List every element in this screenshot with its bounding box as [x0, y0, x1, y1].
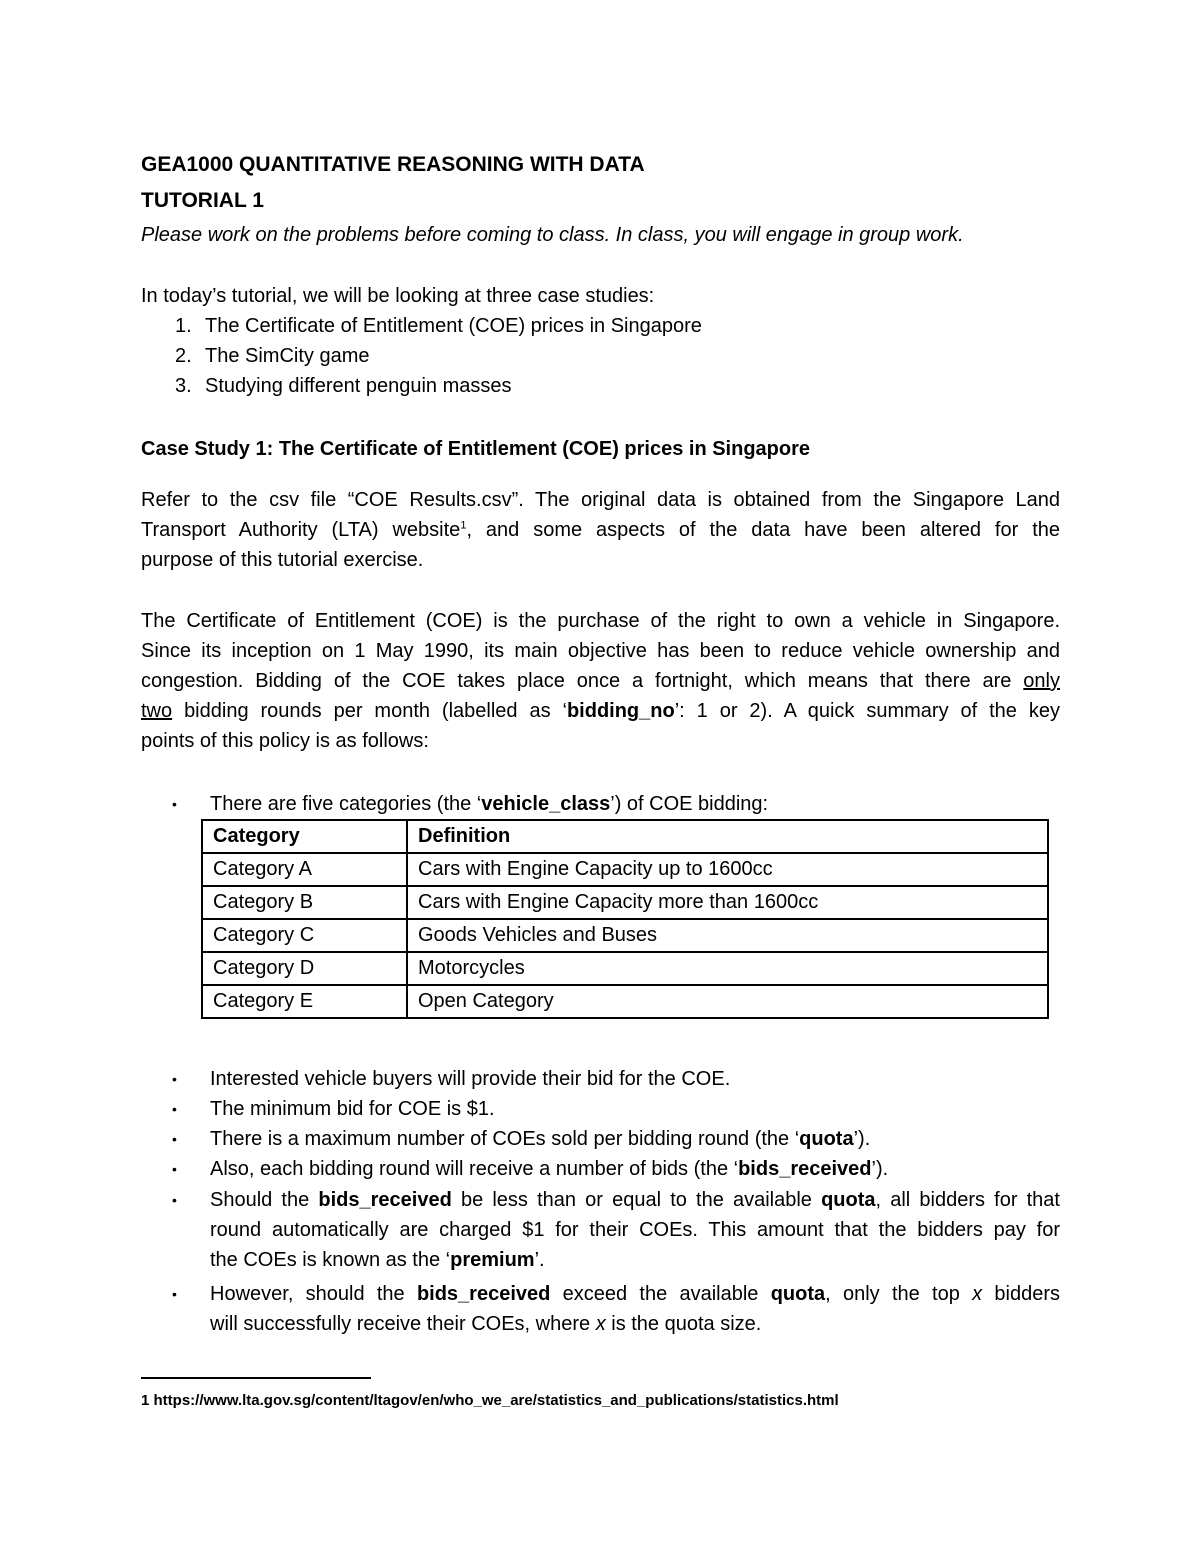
bold-term: quota [821, 1189, 876, 1211]
paragraph-line: Since its inception on 1 May 1990, its main objective has been to reduce vehicle ownership and [141, 640, 1060, 662]
paragraph-text: congestion. Bidding of the COE takes place once a fortnight, which means that there are [141, 670, 1012, 692]
list-text: The SimCity game [205, 345, 370, 367]
table-cell: Category A [202, 853, 407, 886]
bullet-text [210, 1250, 545, 1270]
table-header: Definition [407, 820, 1048, 853]
table-cell: Cars with Engine Capacity more than 1600cc [407, 886, 1048, 919]
table-row [202, 886, 1048, 919]
table-cell: Open Category [407, 985, 1048, 1018]
bullet-icon: • [172, 1071, 177, 1087]
paragraph-line: Refer to the csv file “COE Results.csv”. The original data is obtained from the Singapore Land [141, 489, 1060, 511]
paragraph-line: points of this policy is as follows: [141, 730, 429, 752]
bullet-icon: • [172, 1161, 177, 1177]
underlined-text: two [141, 700, 173, 722]
bullet-text-part: be less than or equal to the available [460, 1189, 812, 1211]
list-item [175, 346, 370, 366]
bullet-text [210, 1190, 1060, 1210]
bullet-text-part: Should the [210, 1189, 310, 1211]
bullet-text: The minimum bid for COE is $1. [210, 1098, 495, 1120]
bullet-icon: • [172, 1101, 177, 1117]
paragraph-line [141, 701, 1060, 721]
bullet-text-part: bidders [994, 1283, 1060, 1305]
list-number: 3. [175, 375, 192, 397]
bullet-text-part: exceed the available [562, 1283, 759, 1305]
bullet-icon: • [172, 1131, 177, 1147]
bullet-text [210, 1129, 870, 1149]
bold-term: premium [450, 1249, 535, 1271]
footnote-link[interactable]: https://www.lta.gov.sg/content/ltagov/en/who_we_are/statistics_and_publications/statistics.html [153, 1392, 839, 1409]
bold-term: quota [799, 1128, 854, 1150]
paragraph-line: The Certificate of Entitlement (COE) is the purchase of the right to own a vehicle in Singapore. [141, 610, 1060, 632]
table-row [202, 853, 1048, 886]
table-cell: Goods Vehicles and Buses [407, 919, 1048, 952]
bold-term: quota [770, 1283, 826, 1305]
bullet-icon: • [172, 1286, 177, 1302]
paragraph-text: bidding rounds per month (labelled as ‘ [184, 700, 567, 722]
bullet-text-part: ’. [534, 1249, 545, 1271]
paragraph-text: Transport Authority (LTA) website [141, 519, 461, 541]
footnote-number: 1 [141, 1392, 150, 1409]
bullet-text-part: is the quota size. [611, 1313, 762, 1335]
bullet-text-part: ’). [871, 1158, 889, 1180]
list-item [175, 376, 512, 396]
table-cell: Category D [202, 952, 407, 985]
bullet-text-part: ’). [853, 1128, 871, 1150]
bullet-text [210, 1284, 1060, 1304]
instruction-text: Please work on the problems before coming to class. In class, you will engage in group work. [141, 224, 964, 246]
intro-lead: In today’s tutorial, we will be looking at three case studies: [141, 285, 655, 307]
bullet-text-part: the COEs is known as the ‘ [210, 1249, 451, 1271]
underlined-text: only [1023, 670, 1060, 692]
table-cell: Motorcycles [407, 952, 1048, 985]
table-row [202, 952, 1048, 985]
course-title: GEA1000 QUANTITATIVE REASONING WITH DATA [141, 153, 645, 176]
bullet-text-part: There is a maximum number of COEs sold per bidding round (the ‘ [210, 1128, 800, 1150]
footnote [141, 1393, 839, 1408]
bullet-text [210, 1314, 761, 1334]
table-cell: Category C [202, 919, 407, 952]
list-item [175, 316, 702, 336]
bold-term: bids_received [416, 1283, 551, 1305]
bullet-text: round automatically are charged $1 for their COEs. This amount that the bidders pay for [210, 1219, 1060, 1241]
list-text: The Certificate of Entitlement (COE) prices in Singapore [205, 315, 702, 337]
footnote-divider [141, 1377, 371, 1379]
category-table [201, 819, 1049, 1019]
bold-term: bidding_no [566, 700, 675, 722]
italic-variable: x [595, 1313, 606, 1335]
paragraph-line: purpose of this tutorial exercise. [141, 549, 424, 571]
bullet-text [210, 1159, 888, 1179]
bullet-text-part: , only the top [825, 1283, 960, 1305]
table-cell: Cars with Engine Capacity up to 1600cc [407, 853, 1048, 886]
bold-term: bids_received [738, 1158, 872, 1180]
paragraph-line [141, 520, 1060, 540]
bullet-text: Interested vehicle buyers will provide their bid for the COE. [210, 1068, 731, 1090]
paragraph-line [141, 671, 1060, 691]
bullet-icon: • [172, 796, 177, 812]
footnote-marker: 1 [460, 519, 467, 532]
list-number: 1. [175, 315, 192, 337]
table-cell: Category E [202, 985, 407, 1018]
bullet-text-part: , all bidders for that [875, 1189, 1060, 1211]
italic-variable: x [972, 1283, 983, 1305]
case-study-heading: Case Study 1: The Certificate of Entitlement (COE) prices in Singapore [141, 438, 811, 460]
bullet-text [210, 794, 768, 814]
table-row [202, 985, 1048, 1018]
table-header: Category [202, 820, 407, 853]
table-cell: Category B [202, 886, 407, 919]
bullet-text-part: There are five categories (the ‘ [210, 793, 482, 815]
table-header-row [202, 820, 1048, 853]
bold-term: vehicle_class [481, 793, 611, 815]
bullet-text-part: However, should the [210, 1283, 405, 1305]
bullet-text-part: will successfully receive their COEs, where [210, 1313, 591, 1335]
table-row [202, 919, 1048, 952]
list-number: 2. [175, 345, 192, 367]
tutorial-title: TUTORIAL 1 [141, 189, 264, 212]
bullet-icon: • [172, 1192, 177, 1208]
bullet-text-part: ’) of COE bidding: [610, 793, 769, 815]
list-text: Studying different penguin masses [205, 375, 512, 397]
paragraph-text: , and some aspects of the data have been altered for the [466, 519, 1060, 541]
bold-term: bids_received [318, 1189, 452, 1211]
paragraph-text: ’: 1 or 2). A quick summary of the key [674, 700, 1060, 722]
bullet-text-part: Also, each bidding round will receive a number of bids (the ‘ [210, 1158, 739, 1180]
